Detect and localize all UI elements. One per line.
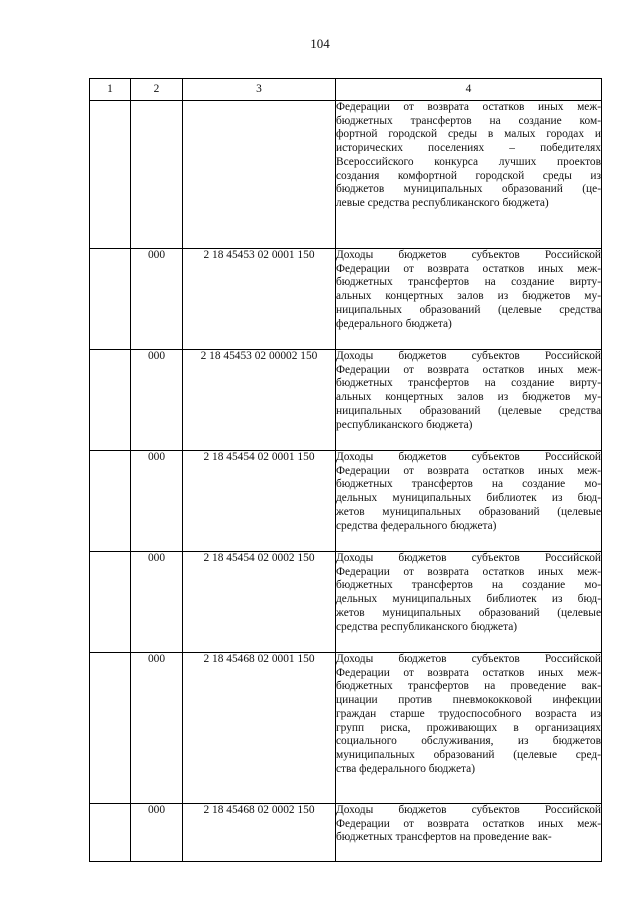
description-line: Доходы бюджетов субъектов Российской — [336, 350, 601, 362]
cell-description — [336, 804, 602, 862]
description-line: Федерации от возврата остатков иных меж- — [336, 817, 601, 830]
description-line: республиканского бюджета) — [336, 418, 473, 431]
description-line: жетов муниципальных образований (целевые — [336, 606, 601, 619]
description-line: бюджетных трансфертов на проведение вак- — [336, 831, 552, 844]
cell-description — [336, 350, 602, 451]
cell-budget-classification-code: 2 18 45454 02 0001 150 — [183, 451, 336, 552]
table-row — [90, 101, 602, 249]
cell-col1 — [90, 350, 131, 451]
description-line: бюджетных трансфертов на создание ком- — [336, 114, 601, 127]
description-line: бюджетных трансфертов на создание вирту- — [336, 377, 601, 390]
description-line: фортной городской среды в малых городах и — [336, 128, 601, 141]
cell-budget-classification-code: 2 18 45468 02 0001 150 — [183, 653, 336, 804]
cell-admin-code — [131, 101, 183, 249]
page-number: 104 — [310, 36, 330, 51]
description-line: Федерации от возврата остатков иных меж- — [336, 464, 601, 477]
description-line: Доходы бюджетов субъектов Российской — [336, 249, 601, 261]
description-line: муниципальных образований (целевые сред- — [336, 748, 601, 761]
description-line: бюджетных трансфертов на создание вирту- — [336, 276, 601, 289]
description-line: Всероссийского конкурса лучших проектов — [336, 155, 601, 168]
cell-description — [336, 552, 602, 653]
description-line: ства федерального бюджета) — [336, 762, 476, 775]
description-line: Доходы бюджетов субъектов Российской — [336, 653, 601, 665]
cell-budget-classification-code: 2 18 45453 02 0001 150 — [183, 249, 336, 350]
cell-budget-classification-code: 2 18 45454 02 0002 150 — [183, 552, 336, 653]
cell-description — [336, 101, 602, 249]
cell-col1 — [90, 249, 131, 350]
table-row — [90, 451, 602, 552]
description-line: дельных муниципальных библиотек из бюд- — [336, 593, 601, 606]
cell-admin-code: 000 — [131, 804, 183, 862]
column-header: 1 — [90, 79, 131, 101]
cell-admin-code: 000 — [131, 350, 183, 451]
description-line: альных концертных залов из бюджетов му- — [336, 290, 601, 303]
description-line: ниципальных образований (целевые средства — [336, 303, 601, 316]
cell-col1 — [90, 653, 131, 804]
cell-admin-code: 000 — [131, 249, 183, 350]
description-line: цинации против пневмококковой инфекции — [336, 694, 601, 707]
description-line: Федерации от возврата остатков иных меж- — [336, 262, 601, 275]
description-line: бюджетных трансфертов на проведение вак- — [336, 680, 601, 693]
cell-col1 — [90, 804, 131, 862]
cell-admin-code: 000 — [131, 653, 183, 804]
table-body — [90, 101, 602, 862]
description-line: средства республиканского бюджета) — [336, 620, 518, 633]
table-row — [90, 804, 602, 862]
description-line: Федерации от возврата остатков иных меж- — [336, 565, 601, 578]
description-line: бюджетных трансфертов на создание мо- — [336, 478, 601, 491]
column-header: 4 — [336, 79, 602, 101]
column-header: 2 — [131, 79, 183, 101]
table-row — [90, 249, 602, 350]
cell-col1 — [90, 101, 131, 249]
cell-description — [336, 451, 602, 552]
budget-table — [89, 78, 602, 862]
description-line: бюджетных трансфертов на создание мо- — [336, 579, 601, 592]
cell-col1 — [90, 552, 131, 653]
description-line: граждан старше трудоспособного возраста из — [336, 707, 601, 720]
cell-description — [336, 653, 602, 804]
cell-budget-classification-code — [183, 101, 336, 249]
description-line: Федерации от возврата остатков иных меж- — [336, 101, 601, 113]
cell-budget-classification-code: 2 18 45468 02 0002 150 — [183, 804, 336, 862]
description-line: исторических поселениях – победителях — [336, 142, 601, 155]
description-line: ниципальных образований (целевые средства — [336, 404, 601, 417]
cell-budget-classification-code: 2 18 45453 02 00002 150 — [183, 350, 336, 451]
description-line: Федерации от возврата остатков иных меж- — [336, 363, 601, 376]
table-row — [90, 350, 602, 451]
description-line: групп риска, проживающих в организациях — [336, 721, 601, 734]
description-line: жетов муниципальных образований (целевые — [336, 505, 601, 518]
table-header-row — [90, 79, 602, 101]
cell-col1 — [90, 451, 131, 552]
description-line: социального обслуживания, из бюджетов — [336, 735, 601, 748]
table-row — [90, 653, 602, 804]
table-row — [90, 552, 602, 653]
description-line: Доходы бюджетов субъектов Российской — [336, 552, 601, 564]
description-line: Федерации от возврата остатков иных меж- — [336, 666, 601, 679]
description-line: средства федерального бюджета) — [336, 519, 497, 532]
description-line: создания комфортной городской среды из — [336, 169, 601, 182]
description-line: дельных муниципальных библиотек из бюд- — [336, 492, 601, 505]
column-header: 3 — [183, 79, 336, 101]
description-line: бюджетов муниципальных образований (це- — [336, 183, 601, 196]
description-line: Доходы бюджетов субъектов Российской — [336, 804, 601, 816]
description-line: Доходы бюджетов субъектов Российской — [336, 451, 601, 463]
cell-admin-code: 000 — [131, 552, 183, 653]
description-line: альных концертных залов из бюджетов му- — [336, 391, 601, 404]
cell-admin-code: 000 — [131, 451, 183, 552]
description-line: левые средства республиканского бюджета) — [336, 196, 549, 209]
cell-description — [336, 249, 602, 350]
description-line: федерального бюджета) — [336, 317, 452, 330]
